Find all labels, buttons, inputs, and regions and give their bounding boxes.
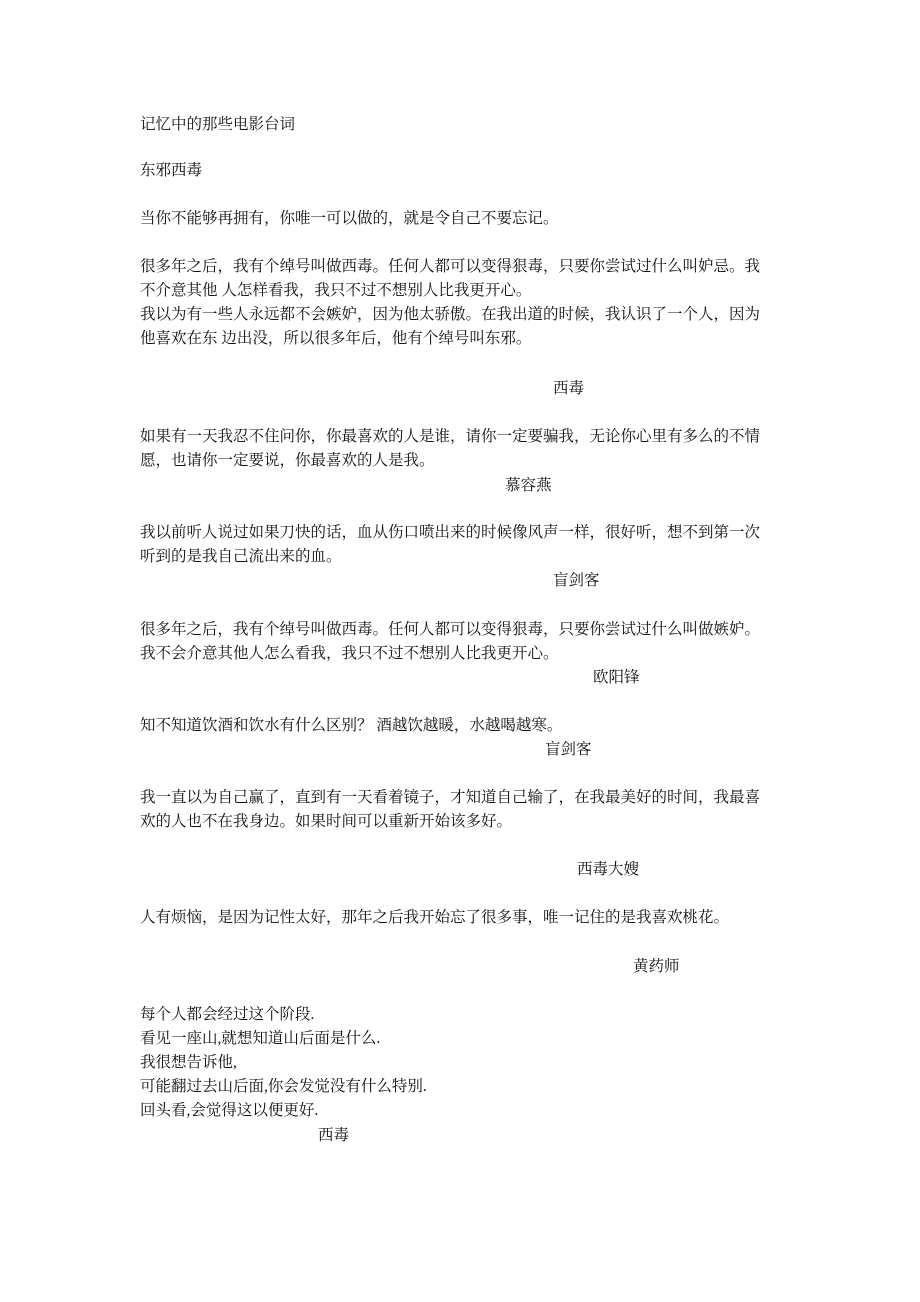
speaker-name: 西毒大嫂 [577,861,640,878]
quote-line: 当你不能够再拥有，你唯一可以做的，就是令自己不要忘记。 [140,210,559,227]
quote-line: 每个人都会经过这个阶段. [140,1006,315,1023]
quote-line: 欢的人也不在我身边。如果时间可以重新开始该多好。 [140,813,513,830]
speaker-name: 西毒 [318,1127,350,1144]
quote-line: 很多年之后，我有个绰号叫做西毒。任何人都可以变得狠毒，只要你尝试过什么叫妒忌。我 [140,258,761,275]
quote-line: 不介意其他 人怎样看我，我只不过不想别人比我更开心。 [140,282,532,299]
quote-line: 他喜欢在东 边出没，所以很多年后，他有个绰号叫东邪。 [140,330,532,347]
quote-line: 知不知道饮酒和饮水有什么区别？ 酒越饮越暖，水越喝越寒。 [140,717,563,734]
quote-line: 愿，也请你一定要说，你最喜欢的人是我。 [140,452,435,469]
speaker-name: 盲剑客 [553,572,600,589]
movie-heading: 东邪西毒 [140,162,203,179]
quote-line: 如果有一天我忍不住问你，你最喜欢的人是谁，请你一定要骗我，无论你心里有多么的不情 [140,428,761,445]
quote-line: 很多年之后，我有个绰号叫做西毒。任何人都可以变得狠毒，只要你尝试过什么叫做嫉妒。 [140,621,761,638]
quote-line: 人有烦恼，是因为记性太好，那年之后我开始忘了很多事，唯一记住的是我喜欢桃花。 [140,909,730,926]
quote-line: 我一直以为自己赢了，直到有一天看着镜子，才知道自己输了，在我最美好的时间，我最喜 [140,789,761,806]
quote-line: 我很想告诉他, [140,1054,237,1071]
quote-line: 看见一座山,就想知道山后面是什么. [140,1030,381,1047]
speaker-name: 西毒 [553,380,585,397]
quote-line: 我不会介意其他人怎么看我，我只不过不想别人比我更开心。 [140,645,559,662]
speaker-name: 欧阳锋 [593,669,640,686]
quote-line: 可能翻过去山后面,你会发觉没有什么特别. [140,1078,427,1095]
quote-line: 我以前听人说过如果刀快的话，血从伤口喷出来的时候像风声一样，很好听，想不到第一次 [140,524,761,541]
speaker-name: 慕容燕 [505,477,552,494]
quote-line: 听到的是我自己流出来的血。 [140,548,342,565]
speaker-name: 盲剑客 [545,741,592,758]
quote-line: 我以为有一些人永远都不会嫉妒，因为他太骄傲。在我出道的时候，我认识了一个人，因为 [140,306,761,323]
speaker-name: 黄药师 [633,958,680,975]
document-title: 记忆中的那些电影台词 [140,116,296,133]
quote-line: 回头看,会觉得这以便更好. [140,1102,319,1119]
